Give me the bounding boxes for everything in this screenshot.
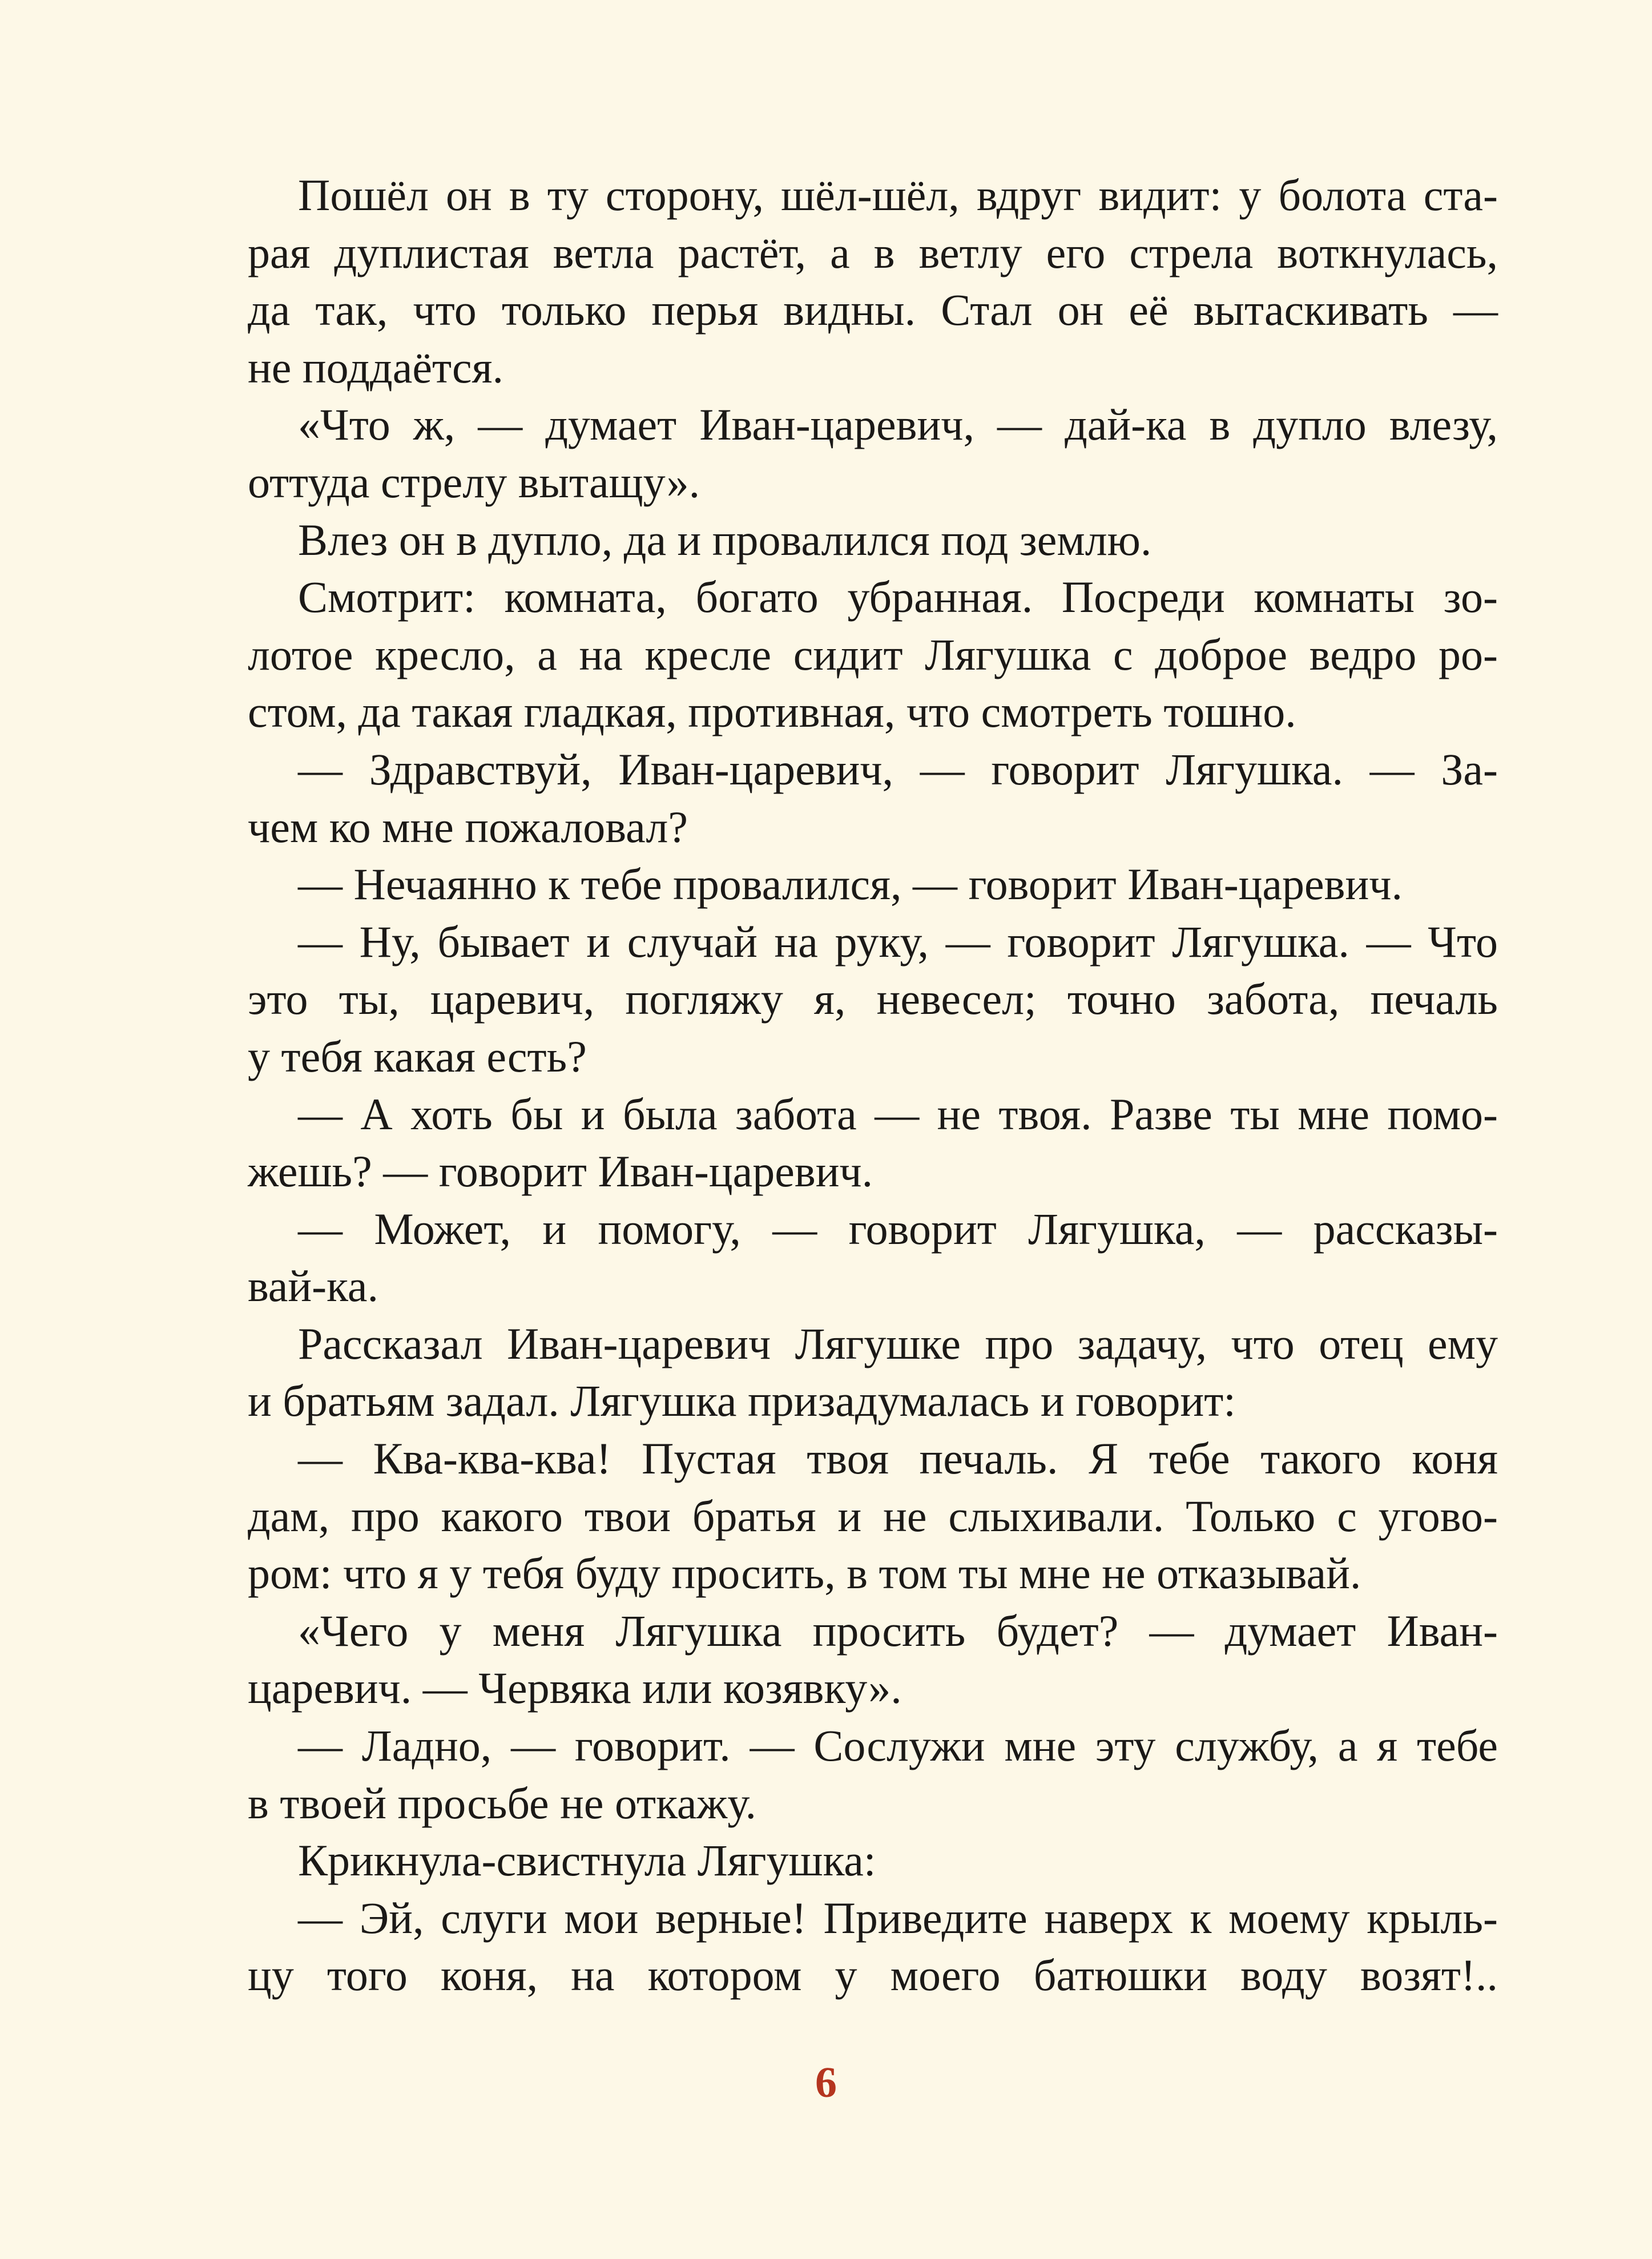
text-line: стом, да такая гладкая, противная, что смотреть тошно. [248, 687, 1296, 737]
text-line: чем ко мне пожаловал? [248, 802, 688, 852]
text-line: «Что ж, — думает Иван-царевич, — дай-ка в дупло влезу, [298, 400, 1498, 450]
text-line: лотое кресло, а на кресле сидит Лягушка с доброе ведро ро- [248, 629, 1498, 679]
text-line: и братьям задал. Лягушка призадумалась и говорит: [248, 1376, 1236, 1426]
text-line: ром: что я у тебя буду просить, в том ты мне не отказывай. [248, 1548, 1361, 1598]
text-line: «Чего у меня Лягушка просить будет? — думает Иван- [298, 1605, 1498, 1656]
page-number: 6 [815, 2059, 837, 2107]
text-line: да так, что только перья видны. Стал он её вытаскивать — [248, 285, 1498, 335]
text-line: — Эй, слуги мои верные! Приведите наверх к моему крыль- [298, 1892, 1498, 1943]
text-line: не поддаётся. [248, 342, 504, 392]
text-line: Крикнула-свистнула Лягушка: [298, 1835, 876, 1886]
text-line: в твоей просьбе не откажу. [248, 1778, 757, 1828]
text-line: рая дуплистая ветла растёт, а в ветлу его стрела воткнулась, [248, 227, 1498, 277]
text-line: Смотрит: комната, богато убранная. Посреди комнаты зо- [298, 572, 1498, 622]
text-line: — Нечаянно к тебе провалился, — говорит Иван-царевич. [298, 859, 1403, 909]
text-line: Рассказал Иван-царевич Лягушке про задачу, что отец ему [298, 1318, 1498, 1368]
text-line: дам, про какого твои братья и не слыхивали. Только с угово- [248, 1491, 1498, 1541]
text-line: — Ква-ква-ква! Пустая твоя печаль. Я тебе такого коня [298, 1433, 1498, 1484]
text-line: Влез он в дупло, да и провалился под землю. [298, 514, 1152, 565]
text-line: — А хоть бы и была забота — не твоя. Разве ты мне помо- [298, 1089, 1498, 1139]
text-line: — Может, и помогу, — говорит Лягушка, — рассказы- [298, 1203, 1498, 1254]
text-line: жешь? — говорит Иван-царевич. [248, 1146, 873, 1197]
text-line: царевич. — Червяка или козявку». [248, 1663, 902, 1713]
text-line: — Ну, бывает и случай на руку, — говорит Лягушка. — Что [298, 916, 1498, 967]
text-line: оттуда стрелу вытащу». [248, 457, 700, 507]
body-text [248, 167, 1498, 2004]
text-line: у тебя какая есть? [248, 1031, 587, 1081]
text-line: цу того коня, на котором у моего батюшки воду возят!.. [248, 1950, 1498, 2000]
text-line: — Здравствуй, Иван-царевич, — говорит Лягушка. — За- [298, 744, 1498, 794]
text-line: Пошёл он в ту сторону, шёл-шёл, вдруг видит: у болота ста- [298, 170, 1498, 220]
text-line: это ты, царевич, погляжу я, невесел; точно забота, печаль [248, 974, 1498, 1024]
text-line: вай-ка. [248, 1261, 378, 1311]
text-line: — Ладно, — говорит. — Сослужи мне эту службу, а я тебе [298, 1721, 1498, 1771]
